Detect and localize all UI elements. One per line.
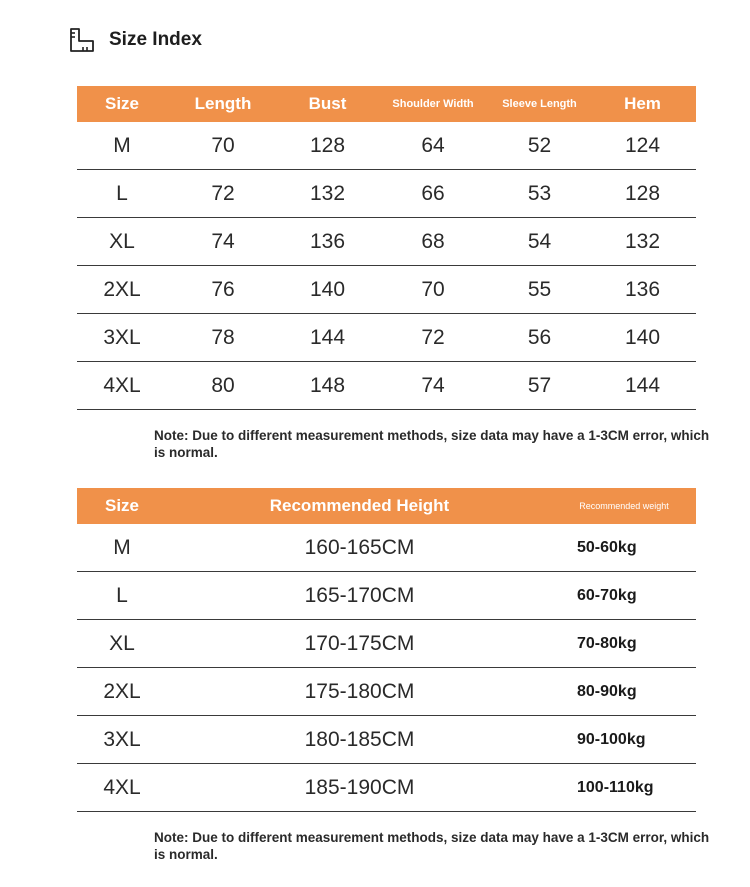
cell-hem: 140 xyxy=(624,325,661,349)
cell-shoulder: 68 xyxy=(421,229,445,253)
cell-height: 170-175CM xyxy=(304,631,415,655)
table-row xyxy=(77,170,696,218)
cell-size: 4XL xyxy=(103,373,141,397)
cell-height: 185-190CM xyxy=(304,775,415,799)
size-table xyxy=(77,86,696,410)
cell-weight: 90-100kg xyxy=(577,730,646,748)
header-hem: Hem xyxy=(624,94,661,113)
cell-sleeve: 53 xyxy=(527,181,552,205)
header-size: Size xyxy=(104,94,140,113)
cell-height: 165-170CM xyxy=(304,583,415,607)
cell-weight: 70-80kg xyxy=(577,634,637,652)
cell-hem: 144 xyxy=(624,373,661,397)
measurement-note: Note: Due to different measurement methods, size data may have a 1-3CM error, which is normal. xyxy=(154,428,710,460)
cell-hem: 128 xyxy=(624,181,661,205)
table-row xyxy=(77,314,696,362)
cell-length: 76 xyxy=(211,277,235,301)
cell-bust: 144 xyxy=(309,325,346,349)
cell-shoulder: 66 xyxy=(421,181,445,205)
cell-height: 160-165CM xyxy=(304,535,415,559)
table-row xyxy=(77,572,696,620)
size-table-header xyxy=(77,86,696,122)
table-row xyxy=(77,716,696,764)
ruler-icon xyxy=(69,27,95,53)
cell-size: 2XL xyxy=(103,679,141,703)
page-title xyxy=(69,26,202,54)
table-row xyxy=(77,620,696,668)
cell-weight: 80-90kg xyxy=(577,682,637,700)
table-row xyxy=(77,218,696,266)
cell-bust: 132 xyxy=(309,181,346,205)
cell-weight: 60-70kg xyxy=(577,586,637,604)
cell-size: XL xyxy=(109,229,135,253)
cell-bust: 148 xyxy=(309,373,346,397)
cell-height: 175-180CM xyxy=(304,679,415,703)
cell-weight: 50-60kg xyxy=(577,538,637,556)
cell-sleeve: 56 xyxy=(527,325,552,349)
cell-size: M xyxy=(113,535,131,559)
cell-size: L xyxy=(116,181,128,205)
table-row xyxy=(77,122,696,170)
cell-size: XL xyxy=(109,631,135,655)
table-row xyxy=(77,524,696,572)
table-row xyxy=(77,668,696,716)
header-sleeve-length: Sleeve Length xyxy=(502,98,577,110)
cell-size: M xyxy=(113,133,131,157)
cell-length: 78 xyxy=(211,325,235,349)
recommendation-table-header xyxy=(77,488,696,524)
cell-size: L xyxy=(116,583,128,607)
cell-sleeve: 55 xyxy=(527,277,552,301)
cell-size: 2XL xyxy=(103,277,141,301)
cell-size: 4XL xyxy=(103,775,141,799)
cell-height: 180-185CM xyxy=(304,727,415,751)
table-row xyxy=(77,764,696,812)
cell-length: 70 xyxy=(211,133,235,157)
title-text: Size Index xyxy=(109,29,202,50)
table-row xyxy=(77,362,696,410)
cell-length: 74 xyxy=(211,229,235,253)
cell-weight: 100-110kg xyxy=(577,778,654,796)
recommendation-table xyxy=(77,488,696,812)
cell-size: 3XL xyxy=(103,727,141,751)
cell-shoulder: 72 xyxy=(421,325,445,349)
cell-sleeve: 52 xyxy=(527,133,552,157)
cell-sleeve: 54 xyxy=(527,229,552,253)
cell-length: 80 xyxy=(211,373,235,397)
cell-shoulder: 74 xyxy=(421,373,445,397)
cell-size: 3XL xyxy=(103,325,141,349)
cell-bust: 128 xyxy=(309,133,346,157)
header-bust: Bust xyxy=(308,94,347,113)
measurement-note: Note: Due to different measurement methods, size data may have a 1-3CM error, which is normal. xyxy=(154,830,710,862)
header-shoulder-width: Shoulder Width xyxy=(392,98,474,110)
table-row xyxy=(77,266,696,314)
header-recommended-weight: Recommended weight xyxy=(579,501,669,511)
cell-sleeve: 57 xyxy=(527,373,552,397)
cell-bust: 136 xyxy=(309,229,346,253)
header-recommended-height: Recommended Height xyxy=(269,496,450,515)
header-length: Length xyxy=(194,94,252,113)
cell-bust: 140 xyxy=(309,277,346,301)
cell-shoulder: 64 xyxy=(421,133,445,157)
cell-hem: 132 xyxy=(624,229,661,253)
cell-length: 72 xyxy=(211,181,235,205)
cell-shoulder: 70 xyxy=(421,277,445,301)
cell-hem: 136 xyxy=(624,277,661,301)
header-size: Size xyxy=(104,496,140,515)
cell-hem: 124 xyxy=(624,133,661,157)
